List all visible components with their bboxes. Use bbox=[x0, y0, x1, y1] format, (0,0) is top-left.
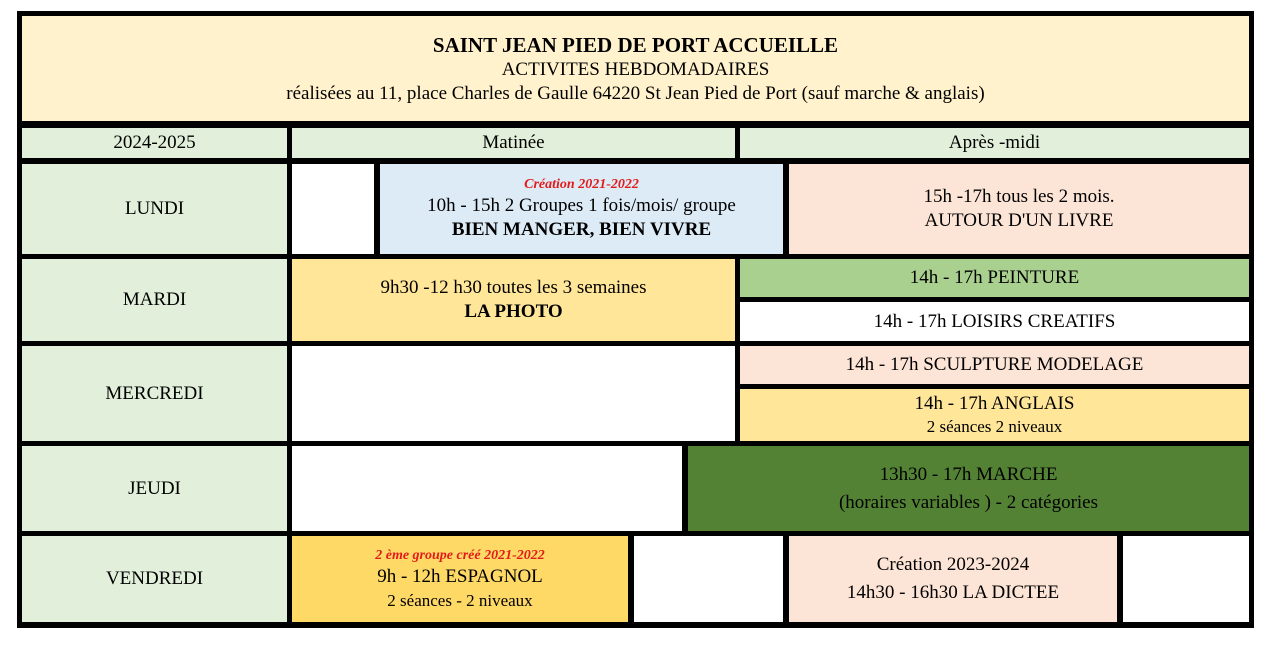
column-header-year: 2024-2025 bbox=[22, 128, 287, 158]
table-header bbox=[22, 16, 1249, 121]
activity-note: Création 2023-2024 bbox=[876, 554, 1030, 575]
header-location: réalisées au 11, place Charles de Gaulle 64220 St Jean Pied de Port (sauf marche & anglais) bbox=[286, 82, 985, 104]
activity-bien-manger bbox=[380, 164, 783, 254]
day-thursday: JEUDI bbox=[22, 446, 287, 531]
activity-espagnol bbox=[292, 536, 628, 622]
header-subtitle: ACTIVITES HEBDOMADAIRES bbox=[501, 58, 770, 80]
empty-cell bbox=[292, 164, 374, 254]
activity-dictee bbox=[789, 536, 1117, 622]
activity-loisirs-creatifs: 14h - 17h LOISIRS CREATIFS bbox=[740, 302, 1249, 341]
activity-sculpture: 14h - 17h SCULPTURE MODELAGE bbox=[740, 346, 1249, 384]
day-friday: VENDREDI bbox=[22, 536, 287, 622]
activity-schedule: 9h30 -12 h30 toutes les 3 semaines bbox=[380, 277, 647, 298]
activity-autour-livre bbox=[789, 164, 1249, 254]
activity-marche bbox=[688, 446, 1249, 531]
activity-note: 2 ème groupe créé 2021-2022 bbox=[375, 547, 545, 563]
activity-detail: 2 séances - 2 niveaux bbox=[387, 590, 533, 610]
activity-name: LA PHOTO bbox=[464, 301, 563, 322]
empty-cell bbox=[292, 346, 735, 441]
activity-note: Création 2021-2022 bbox=[524, 177, 639, 192]
activity-anglais bbox=[740, 389, 1249, 441]
activity-schedule: 10h - 15h 2 Groupes 1 fois/mois/ groupe bbox=[427, 195, 736, 216]
activity-name: BIEN MANGER, BIEN VIVRE bbox=[451, 219, 712, 240]
activity-name: 13h30 - 17h MARCHE bbox=[879, 463, 1058, 485]
empty-cell bbox=[634, 536, 783, 622]
column-header-afternoon: Après -midi bbox=[740, 128, 1249, 158]
weekly-activities-table bbox=[17, 11, 1254, 628]
day-wednesday: MERCREDI bbox=[22, 346, 287, 441]
column-header-morning: Matinée bbox=[292, 128, 735, 158]
activity-photo bbox=[292, 259, 735, 341]
activity-name: 9h - 12h ESPAGNOL bbox=[377, 565, 543, 587]
activity-detail: 2 séances 2 niveaux bbox=[926, 417, 1063, 436]
activity-name: 14h30 - 16h30 LA DICTEE bbox=[846, 582, 1060, 603]
day-tuesday: MARDI bbox=[22, 259, 287, 341]
header-title: SAINT JEAN PIED DE PORT ACCUEILLE bbox=[432, 32, 839, 57]
empty-cell bbox=[1123, 536, 1249, 622]
activity-name: 14h - 17h ANGLAIS bbox=[914, 393, 1075, 414]
day-monday: LUNDI bbox=[22, 164, 287, 254]
activity-peinture: 14h - 17h PEINTURE bbox=[740, 259, 1249, 297]
activity-name: AUTOUR D'UN LIVRE bbox=[924, 210, 1114, 231]
empty-cell bbox=[292, 446, 682, 531]
activity-detail: (horaires variables ) - 2 catégories bbox=[838, 491, 1098, 513]
activity-schedule: 15h -17h tous les 2 mois. bbox=[923, 186, 1115, 207]
